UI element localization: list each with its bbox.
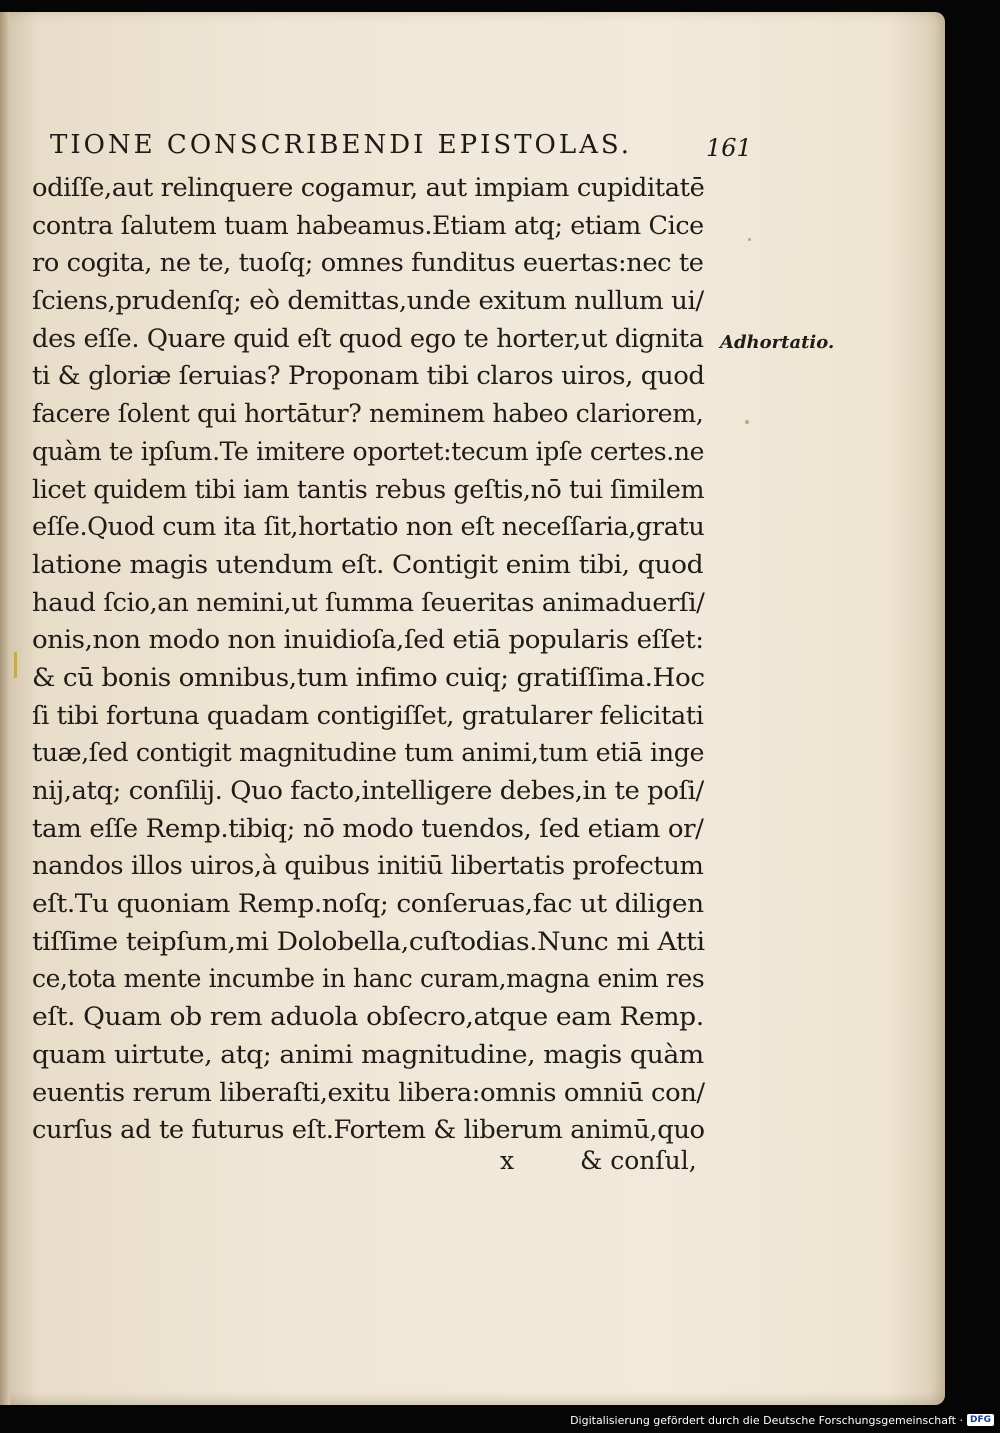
text-line: tiſſime teipſum,mi Dolobella,cuſtodias.Nunc mi Atti (32, 926, 705, 957)
text-line: tuæ,ſed contigit magnitudine tum animi,tum etiā inge (32, 738, 705, 769)
text-line: nandos illos uiros,à quibus initiū libertatis profectum (32, 851, 704, 882)
text-line: euentis rerum liberaſti,exitu libera:omnis omniū con/ (32, 1077, 705, 1108)
text-line: quam uirtute, atq; animi magnitudine, magis quàm (32, 1039, 704, 1070)
catchword: & conſul, (580, 1146, 697, 1175)
paper-speck (14, 652, 17, 678)
paper-speck (748, 238, 751, 241)
text-line: & cū bonis omnibus,tum infimo cuiq; gratiſſima.Hoc (32, 662, 705, 693)
text-line: ro cogita, ne te, tuoſq; omnes funditus euertas:nec te (32, 248, 704, 279)
marginal-note: Adhortatio. (720, 332, 835, 353)
text-line: eſſe.Quod cum ita ſit,hortatio non eſt neceſſaria,gratu (32, 512, 705, 543)
text-line: ce,tota mente incumbe in hanc curam,magna enim res (32, 964, 705, 995)
page-gutter-edge (0, 12, 10, 1405)
text-line: ti & gloriæ ſeruias? Proponam tibi claros uiros, quod (32, 361, 705, 392)
funding-note: Digitalisierung gefördert durch die Deutsche Forschungsgemeinschaft · (570, 1413, 963, 1427)
text-line: odiſſe,aut relinquere cogamur, aut impiam cupiditatē (32, 173, 705, 203)
text-line: eſt. Quam ob rem aduola obſecro,atque eam Remp. (32, 1002, 704, 1033)
signature-mark: x (500, 1146, 515, 1175)
paper-speck (745, 420, 749, 424)
page-foot (490, 1146, 710, 1184)
text-line: eſt.Tu quoniam Remp.noſq; conſeruas,fac ut diligen (32, 889, 704, 920)
text-line: quàm te ipſum.Te imitere oportet:tecum ipſe certes.ne (32, 436, 705, 467)
text-line: haud ſcio,an nemini,ut ſumma ſeueritas animaduerſi/ (32, 587, 705, 618)
text-line: ſi tibi fortuna quadam contigiſſet, gratularer felicitati (32, 700, 704, 731)
text-line: contra ſalutem tuam habeamus.Etiam atq; etiam Cice (32, 210, 704, 241)
text-line: onis,non modo non inuidioſa,ſed etiā popularis eſſet: (32, 625, 704, 656)
book-page (0, 12, 945, 1405)
text-block (32, 170, 712, 1150)
dfg-logo: DFG (967, 1414, 994, 1426)
text-line: latione magis utendum eſt. Contigit enim tibi, quod (32, 549, 704, 580)
folio-number: 161 (706, 134, 752, 162)
running-head: TIONE CONSCRIBENDI EPISTOLAS. (50, 130, 633, 160)
text-line: ſciens,prudenſq; eò demittas,unde exitum nullum ui/ (32, 286, 704, 317)
dfg-funding-footer (570, 1409, 994, 1431)
text-line: des eſſe. Quare quid eſt quod ego te horter,ut dignita (32, 323, 704, 354)
text-line: facere ſolent qui hortātur? neminem habeo clariorem, (32, 399, 704, 430)
text-line: nij,atq; conſilij. Quo facto,intelligere debes,in te poſi/ (32, 776, 704, 806)
text-line: licet quidem tibi iam tantis rebus geſtis,nō tui ſimilem (32, 474, 705, 505)
text-line: tam eſſe Remp.tibiq; nō modo tuendos, ſed etiam or/ (32, 813, 704, 844)
text-line: curſus ad te futurus eſt.Fortem & liberum animū,quo (32, 1115, 705, 1146)
